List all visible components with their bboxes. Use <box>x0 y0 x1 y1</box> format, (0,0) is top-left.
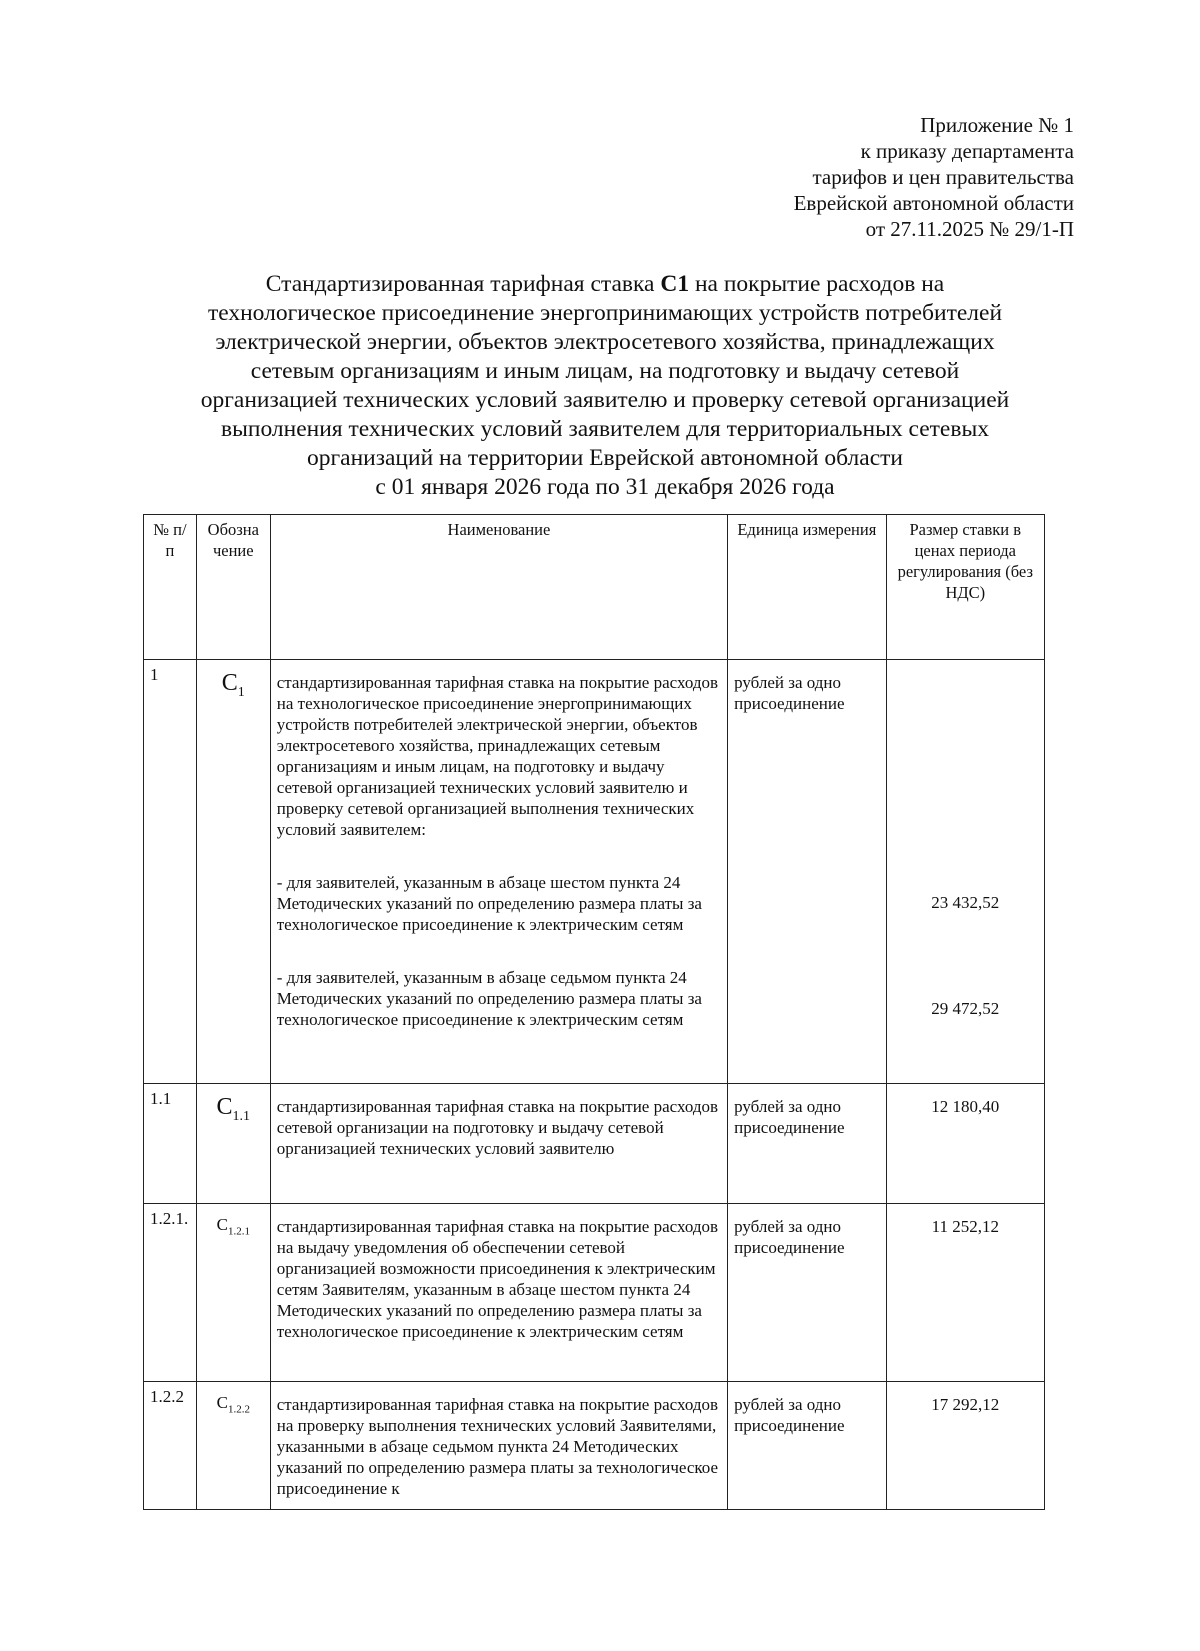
appendix-line: к приказу департамента <box>860 139 1074 163</box>
row-name <box>270 660 727 1084</box>
symbol-letter: С <box>216 1094 233 1120</box>
title-line: организацией технических условий заявителю и проверку сетевой организацией <box>200 387 1010 413</box>
title-line: организаций на территории Еврейской автономной области <box>307 445 903 471</box>
title-line: с 01 января 2026 года по 31 декабря 2026 года <box>375 474 835 500</box>
row-symbol <box>196 1382 270 1510</box>
row-num: 1.2.1. <box>144 1204 197 1382</box>
document-title <box>140 270 1070 502</box>
row-rate: 11 252,12 <box>886 1204 1044 1382</box>
header-name: Наименование <box>270 515 727 660</box>
symbol-letter: С <box>221 670 238 696</box>
rates-table <box>143 514 1045 1510</box>
table-row <box>144 660 1045 1084</box>
table-header-row <box>144 515 1045 660</box>
row-unit: рублей за одно присоединение <box>728 660 886 1084</box>
row-rate: 12 180,40 <box>886 1084 1044 1204</box>
row-symbol <box>196 1204 270 1382</box>
title-line: выполнения технических условий заявителем для территориальных сетевых <box>221 416 989 442</box>
row-num: 1 <box>144 660 197 1084</box>
row-rate: 17 292,12 <box>886 1382 1044 1510</box>
row-name-text: стандартизированная тарифная ставка на покрытие расходов на технологическое присоединение энергопринимающих устройств потребителей электрической энергии, объектов электросетевого хозяйства, принадлежащих сетевым организациям и иным лицам, на подготовку и выдачу сетевой организацией технических условий заявителю и проверку сетевой организацией выполнения технических условий заявителем: <box>276 673 719 839</box>
header-rate: Размер ставки в ценах периода регулирования (без НДС) <box>886 515 1044 660</box>
row-unit: рублей за одно присоединение <box>728 1084 886 1204</box>
row-rate <box>886 660 1044 1084</box>
table-row <box>144 1084 1045 1204</box>
symbol-index: 1.2.1 <box>227 1225 250 1238</box>
row-num: 1.2.2 <box>144 1382 197 1510</box>
appendix-line: Приложение № 1 <box>920 113 1074 137</box>
row-symbol <box>196 660 270 1084</box>
appendix-line: Еврейской автономной области <box>793 191 1074 215</box>
table-row <box>144 1204 1045 1382</box>
row-num: 1.1 <box>144 1084 197 1204</box>
appendix-line: от 27.11.2025 № 29/1-П <box>865 217 1074 241</box>
table-row <box>144 1382 1045 1510</box>
symbol-letter: С <box>216 1393 228 1412</box>
title-text: на покрытие расходов на <box>689 271 945 297</box>
appendix-line: тарифов и цен правительства <box>812 165 1074 189</box>
row-unit: рублей за одно присоединение <box>728 1382 886 1510</box>
header-symbol: Обозна чение <box>196 515 270 660</box>
row-name-subitem: - для заявителей, указанным в абзаце седьмом пункта 24 Методических указаний по определению размера платы за технологическое присоединение к электрическим сетям <box>276 968 702 1029</box>
title-line <box>140 270 1070 299</box>
rate-value: 23 432,52 <box>931 893 1000 912</box>
row-symbol <box>196 1084 270 1204</box>
row-unit: рублей за одно присоединение <box>728 1204 886 1382</box>
symbol-index: 1.1 <box>232 1108 251 1124</box>
header-unit: Единица измерения <box>728 515 886 660</box>
header-num: № п/п <box>144 515 197 660</box>
row-name: стандартизированная тарифная ставка на покрытие расходов на выдачу уведомления об обеспечении сетевой организацией возможности присоединения к электрическим сетям Заявителям, указанным в абзаце шестом пункта 24 Методических указаний по определению размера платы за технологическое присоединение к электрическим сетям <box>270 1204 727 1382</box>
title-text: Стандартизированная тарифная ставка <box>265 271 661 297</box>
row-name: стандартизированная тарифная ставка на покрытие расходов сетевой организации на подготовку и выдачу сетевой организацией технических условий заявителю <box>270 1084 727 1204</box>
symbol-index: 1.2.2 <box>227 1403 250 1416</box>
row-name-subitem: - для заявителей, указанным в абзаце шестом пункта 24 Методических указаний по определению размера платы за технологическое присоединение к электрическим сетям <box>276 873 702 934</box>
row-name: стандартизированная тарифная ставка на покрытие расходов на проверку выполнения технических условий Заявителями, указанными в абзаце седьмом пункта 24 Методических указаний по определению размера платы за технологическое присоединение к <box>270 1382 727 1510</box>
appendix-header <box>794 112 1074 242</box>
title-line: сетевым организациям и иным лицам, на подготовку и выдачу сетевой <box>250 358 960 384</box>
title-line: технологическое присоединение энергопринимающих устройств потребителей <box>207 300 1003 326</box>
symbol-index: 1 <box>237 684 245 700</box>
symbol-letter: С <box>216 1215 228 1234</box>
title-line: электрической энергии, объектов электросетевого хозяйства, принадлежащих <box>215 329 995 355</box>
title-rate-code: С1 <box>660 271 690 297</box>
rate-value: 29 472,52 <box>931 999 1000 1018</box>
